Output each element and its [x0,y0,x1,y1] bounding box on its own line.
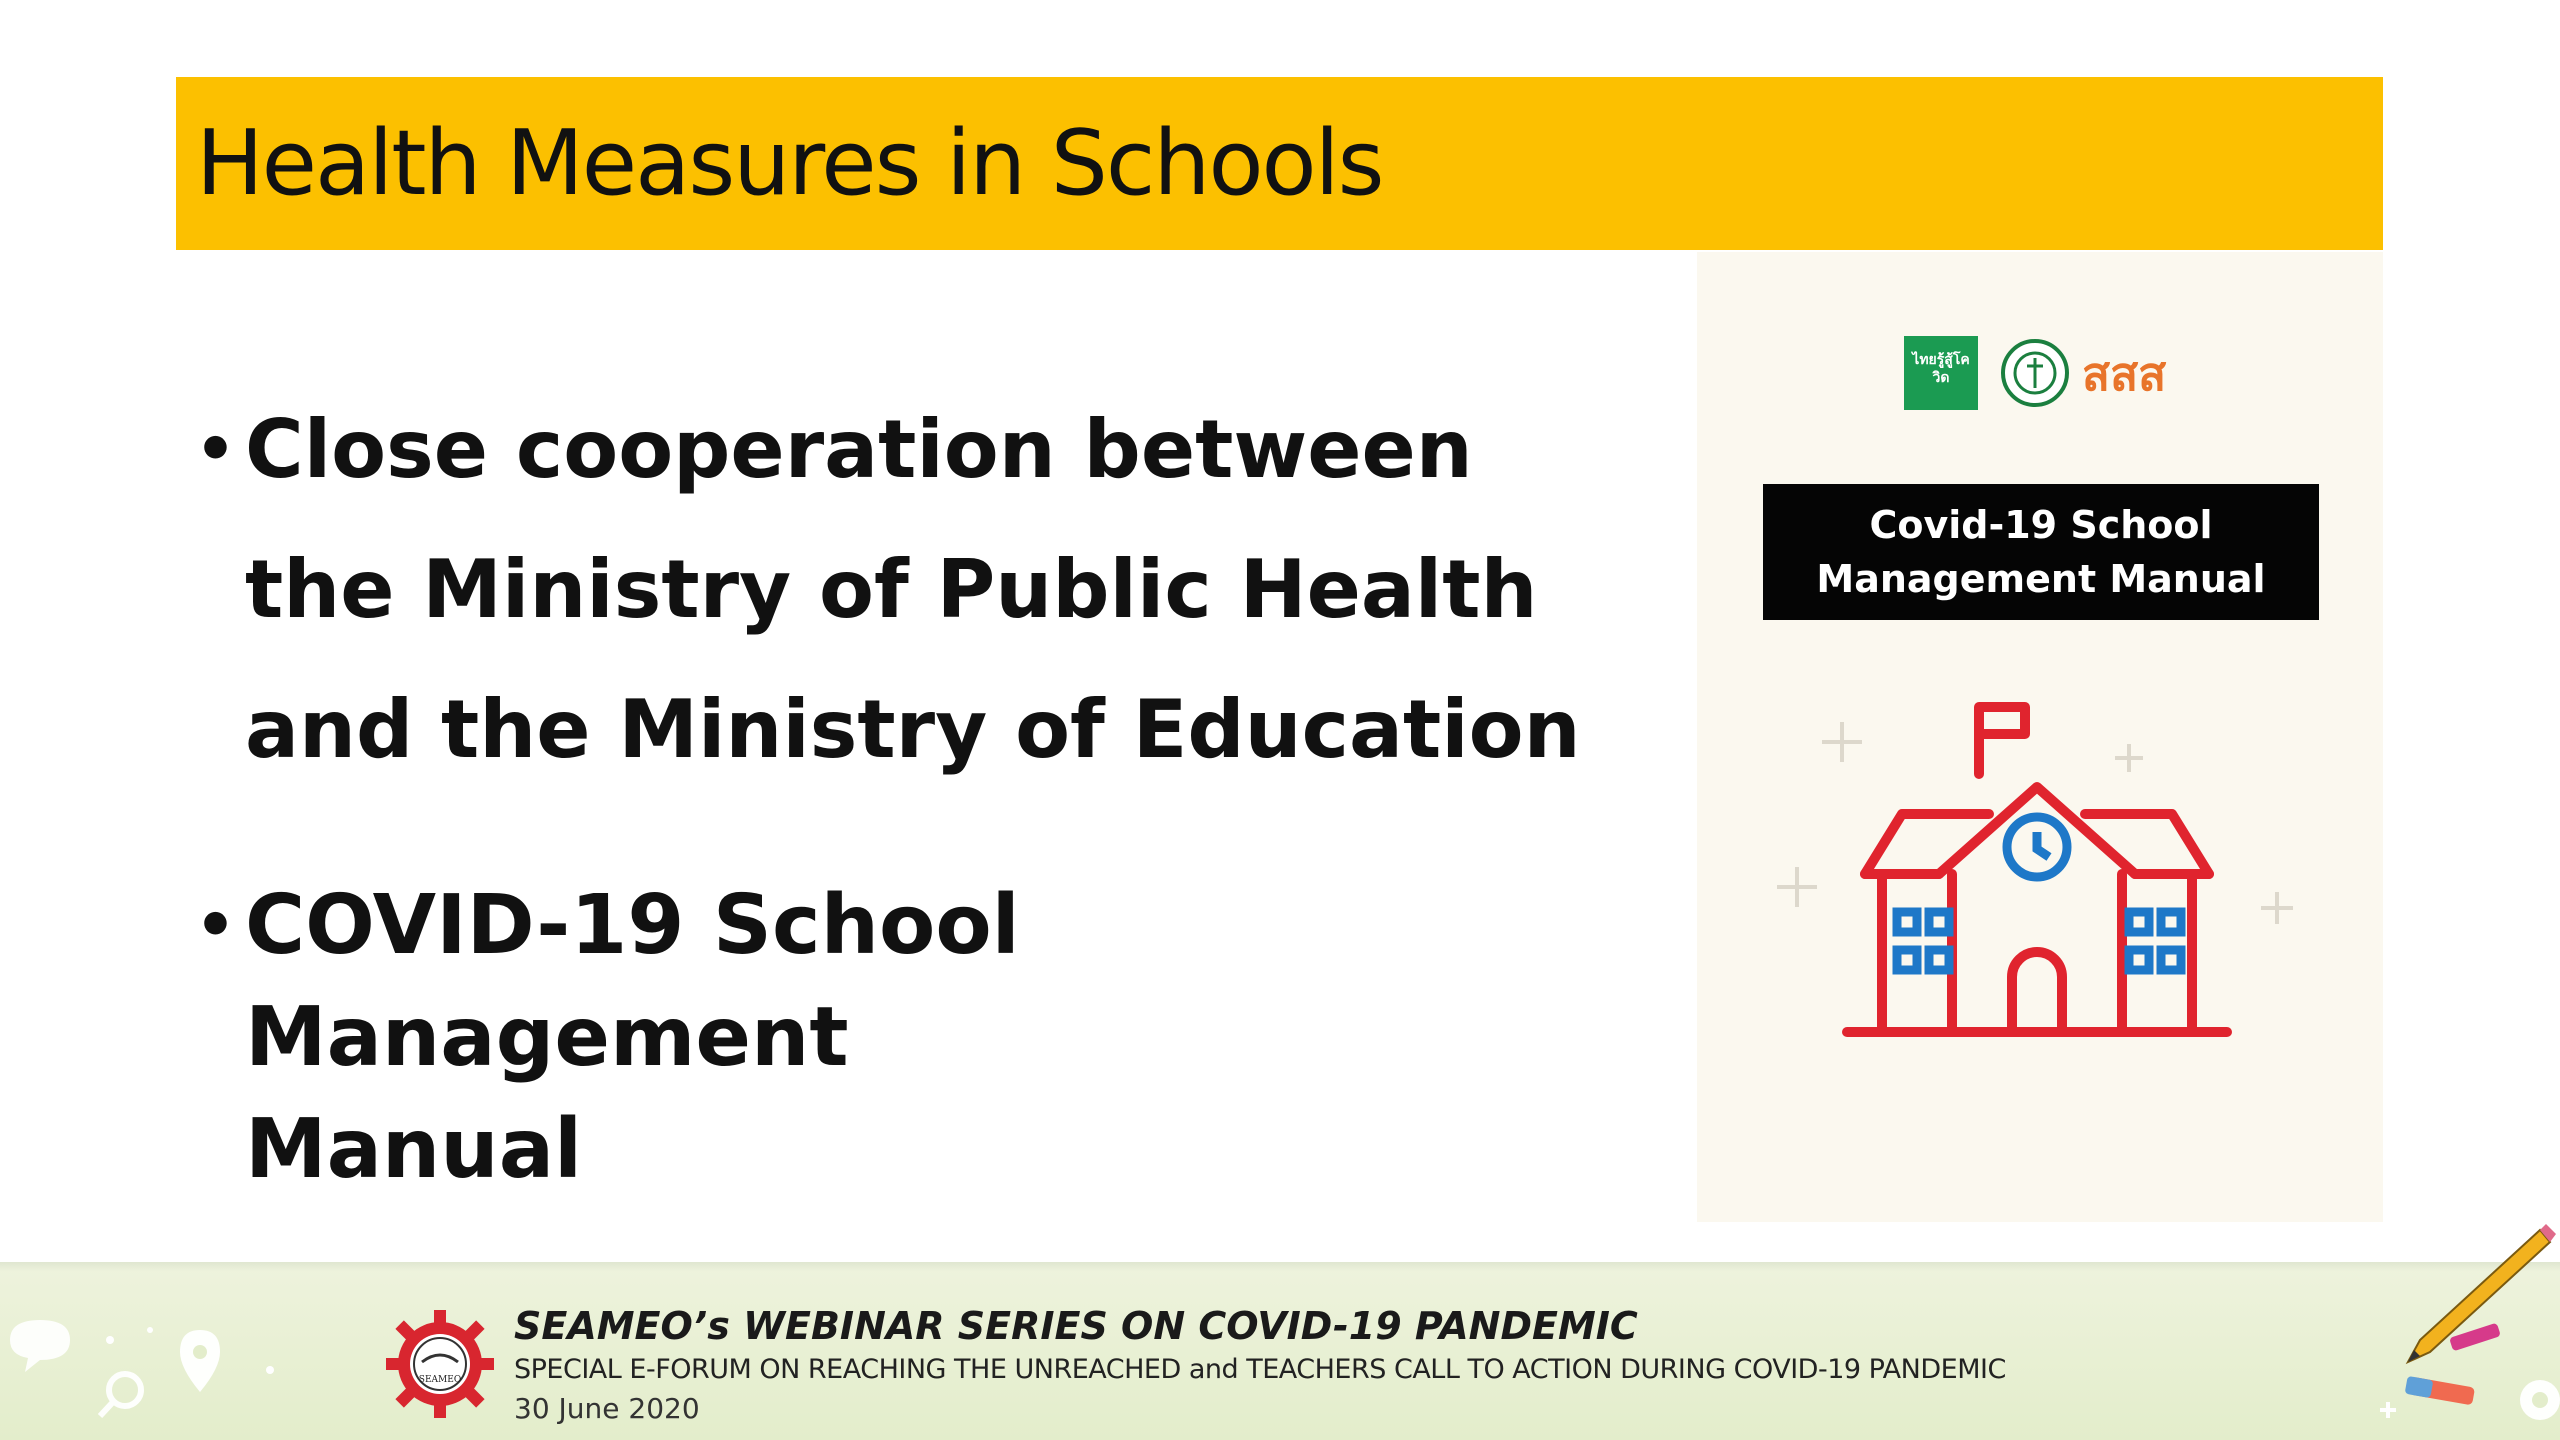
footer-decor-right [2300,1210,2560,1440]
bullet-line: Manual [245,1102,583,1197]
manual-title-box [1763,484,2319,620]
manual-title-line: Covid-19 School [1869,503,2213,547]
footer-subtitle: SPECIAL E-FORUM ON REACHING THE UNREACHED and TEACHERS CALL TO ACTION DURING COVID-19 PANDEMIC [514,1354,2006,1385]
bullet-dot: • [195,413,236,487]
slide-title-bar [176,77,2383,250]
manual-title-line: Management Manual [1816,557,2266,601]
slide-title: Health Measures in Schools [196,111,1383,216]
bullet-dot: • [195,889,236,963]
bullet-item [195,380,1645,800]
seameo-logo-text: SEAMEO [418,1375,462,1385]
school-building-icon [1757,692,2317,1112]
footer-title: SEAMEO’s WEBINAR SERIES ON COVID-19 PANDEMIC [514,1304,1638,1348]
manual-cover-image [1697,252,2383,1222]
footer-date: 30 June 2020 [514,1392,700,1425]
chat-bubble-icon [10,1320,70,1372]
footer-divider [0,1262,2560,1272]
ministry-seal-icon [2000,338,2070,408]
thaihealth-logo: สสส [2082,348,2167,400]
bullet-line: Close cooperation between [245,403,1473,496]
cover-logos [1904,336,2167,416]
bullet-line: and the Ministry of Education [245,683,1581,776]
seameo-gear-logo-icon [384,1308,496,1420]
bullet-line: COVID-19 School Management [245,878,1020,1085]
search-icon [109,1374,141,1406]
location-pin-icon [180,1330,220,1392]
thai-covid-logo: ไทยรู้สู้โควิด [1904,336,1978,410]
footer-decor-left [0,1300,320,1440]
bullet-list [195,380,1645,1206]
bullet-item [195,870,1645,1206]
bullet-line: the Ministry of Public Health [245,543,1538,636]
